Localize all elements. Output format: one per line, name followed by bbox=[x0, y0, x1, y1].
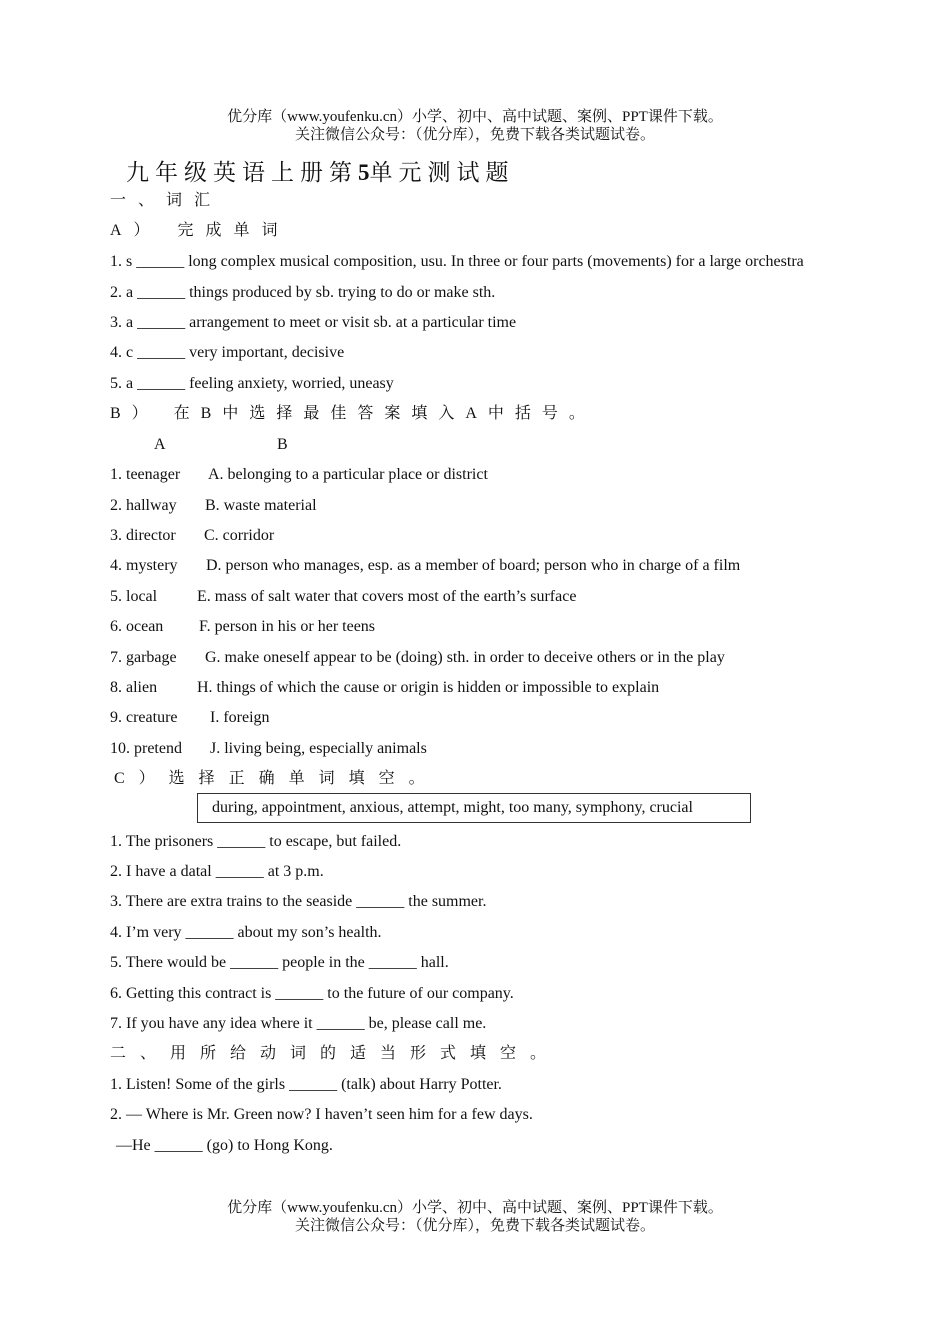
header-line-1: 优分库（www.youfenku.cn）小学、初中、高中试题、案例、PPT课件下载。 bbox=[227, 109, 723, 125]
section-2-item-2: 2. — Where is Mr. Green now? I haven’t seen him for a few days. bbox=[110, 1106, 533, 1123]
part-c-item-6: 6. Getting this contract is ______ to the future of our company. bbox=[110, 985, 514, 1002]
match-row-9 bbox=[110, 708, 270, 728]
section-2-item-2-answer: —He ______ (go) to Hong Kong. bbox=[112, 1137, 333, 1154]
part-a-item-4: 4. c ______ very important, decisive bbox=[110, 344, 345, 361]
part-c-item-2: 2. I have a datal ______ at 3 p.m. bbox=[110, 863, 324, 880]
match-word: 2. hallway bbox=[110, 497, 177, 514]
match-row-10 bbox=[110, 739, 427, 759]
match-row-6 bbox=[110, 617, 375, 637]
match-row-4 bbox=[110, 556, 740, 576]
section-2-item-1: 1. Listen! Some of the girls ______ (talk) about Harry Potter. bbox=[110, 1076, 502, 1093]
footer-line-1: 优分库（www.youfenku.cn）小学、初中、高中试题、案例、PPT课件下载。 bbox=[227, 1200, 723, 1216]
part-c-item-1: 1. The prisoners ______ to escape, but failed. bbox=[110, 833, 402, 850]
match-word: 1. teenager bbox=[110, 466, 181, 483]
match-word: 4. mystery bbox=[110, 557, 178, 574]
match-word: 6. ocean bbox=[110, 618, 164, 635]
part-c-heading: C）选择正确单词填空。 bbox=[114, 770, 439, 787]
match-word: 10. pretend bbox=[110, 740, 182, 757]
match-row-2 bbox=[110, 496, 317, 516]
match-row-5 bbox=[110, 587, 576, 607]
match-definition: F. person in his or her teens bbox=[199, 618, 376, 635]
match-definition: G. make oneself appear to be (doing) sth. in order to deceive others or in the play bbox=[205, 649, 725, 666]
title-unit-number: 5 bbox=[358, 160, 370, 185]
part-a-item-1: 1. s ______ long complex musical composition, usu. In three or four parts (movements) for a large orchestra bbox=[110, 253, 804, 270]
part-c-item-5: 5. There would be ______ people in the ______ hall. bbox=[110, 954, 449, 971]
part-b-column-a-label: A bbox=[154, 436, 166, 453]
match-definition: D. person who manages, esp. as a member of board; person who in charge of a film bbox=[206, 557, 741, 574]
section-2-heading: 二、用所给动词的适当形式填空。 bbox=[110, 1045, 561, 1062]
footer-line-2: 关注微信公众号：（优分库），免费下载各类试题试卷。 bbox=[294, 1218, 655, 1234]
match-definition: H. things of which the cause or origin is hidden or impossible to explain bbox=[197, 679, 660, 696]
part-a-item-3: 3. a ______ arrangement to meet or visit sb. at a particular time bbox=[110, 314, 517, 331]
part-c-item-7: 7. If you have any idea where it ______ be, please call me. bbox=[110, 1015, 487, 1032]
match-definition: A. belonging to a particular place or district bbox=[208, 466, 488, 483]
match-definition: E. mass of salt water that covers most of the earth’s surface bbox=[197, 588, 577, 605]
match-row-1 bbox=[110, 465, 488, 485]
match-row-3 bbox=[110, 526, 274, 546]
section-1-heading: 一、词汇 bbox=[110, 192, 223, 209]
part-c-item-4: 4. I’m very ______ about my son’s health. bbox=[110, 924, 382, 941]
title-prefix: 九年级英语上册第 bbox=[126, 160, 358, 185]
part-a-item-2: 2. a ______ things produced by sb. trying to do or make sth. bbox=[110, 284, 496, 301]
match-row-8 bbox=[110, 678, 659, 698]
part-c-item-3: 3. There are extra trains to the seaside ______ the summer. bbox=[110, 893, 487, 910]
part-b-column-b-label: B bbox=[277, 436, 288, 453]
match-word: 7. garbage bbox=[110, 649, 177, 666]
page-title bbox=[126, 154, 515, 187]
match-word: 3. director bbox=[110, 527, 176, 544]
header-line-2: 关注微信公众号：（优分库），免费下载各类试题试卷。 bbox=[294, 127, 655, 143]
word-bank-box: during, appointment, anxious, attempt, might, too many, symphony, crucial bbox=[197, 793, 751, 823]
match-word: 9. creature bbox=[110, 709, 178, 726]
match-definition: C. corridor bbox=[204, 527, 275, 544]
match-definition: I. foreign bbox=[210, 709, 270, 726]
part-a-item-5: 5. a ______ feeling anxiety, worried, uneasy bbox=[110, 375, 394, 392]
match-row-7 bbox=[110, 648, 725, 668]
title-suffix: 单元测试题 bbox=[369, 160, 515, 185]
part-b-heading: B） 在B中选择最佳答案填入A中括号。 bbox=[110, 405, 596, 422]
match-word: 8. alien bbox=[110, 679, 158, 696]
part-a-heading: A） 完成单词 bbox=[110, 222, 290, 239]
match-definition: B. waste material bbox=[205, 497, 317, 514]
match-definition: J. living being, especially animals bbox=[210, 740, 427, 757]
match-word: 5. local bbox=[110, 588, 158, 605]
